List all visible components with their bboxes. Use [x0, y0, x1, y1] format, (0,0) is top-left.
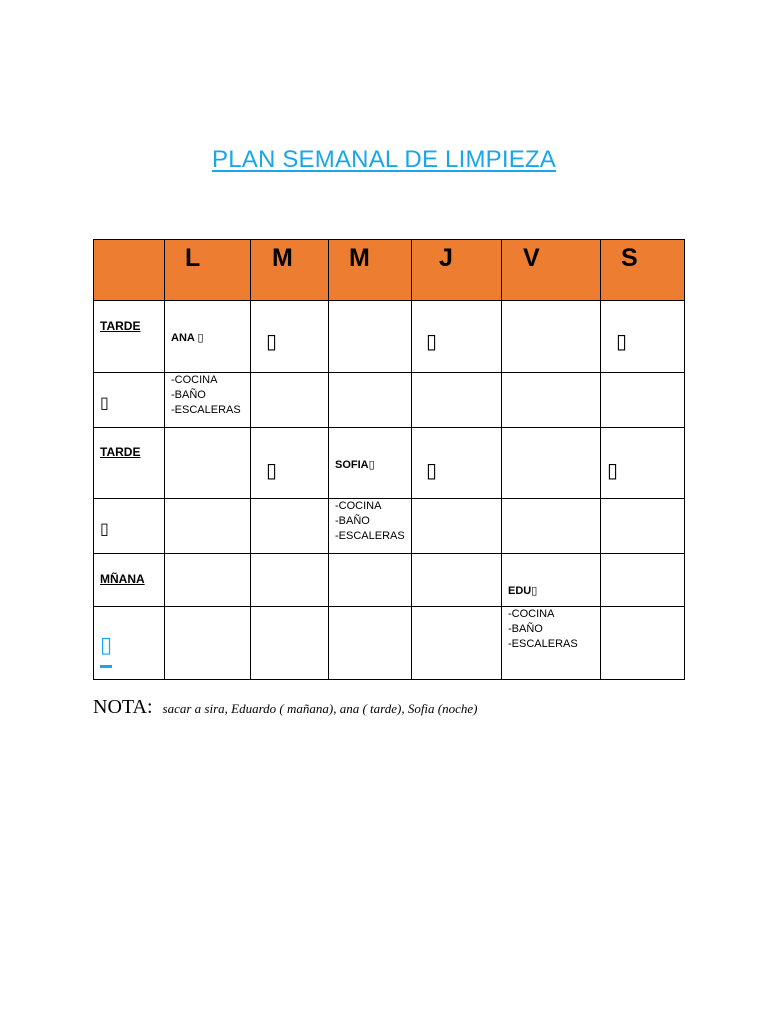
shift-label: TARDE: [100, 319, 141, 333]
table-cell: [412, 499, 502, 554]
note-label: NOTA:: [93, 696, 153, 718]
table-row: [94, 607, 685, 680]
table-cell: [165, 499, 251, 554]
tasks-cell: [165, 373, 251, 428]
symbol-icon: ▯: [100, 393, 109, 412]
table-cell: [502, 373, 601, 428]
person-name: SOFIA▯: [335, 459, 375, 471]
note: [93, 696, 478, 719]
day-header-saturday: S: [601, 240, 685, 301]
table-cell: [412, 373, 502, 428]
table-cell: [94, 607, 165, 680]
shift-label: TARDE: [100, 445, 141, 459]
table-row: [94, 301, 685, 373]
header-row: [94, 240, 685, 301]
table-cell: [329, 554, 412, 607]
task-item: -BAÑO: [171, 389, 206, 401]
symbol-icon: ▯: [266, 458, 278, 482]
table-cell: [165, 428, 251, 499]
table-cell: [329, 373, 412, 428]
table-cell: [329, 428, 412, 499]
table-cell: [94, 499, 165, 554]
table-cell: [251, 428, 329, 499]
table-cell: [165, 301, 251, 373]
task-item: -COCINA: [335, 500, 382, 512]
table-row: [94, 373, 685, 428]
shift-label-cell: [94, 428, 165, 499]
underline-decoration: [100, 665, 112, 668]
day-header-wednesday: M: [329, 240, 412, 301]
table-cell: [412, 301, 502, 373]
table-cell: [329, 301, 412, 373]
table-cell: [502, 554, 601, 607]
day-header-tuesday: M: [251, 240, 329, 301]
symbol-icon: ▯: [426, 329, 438, 353]
cleaning-schedule-table: [93, 239, 685, 680]
note-text: sacar a sira, Eduardo ( mañana), ana ( tarde), Sofia (noche): [162, 701, 478, 716]
task-item: -COCINA: [508, 608, 555, 620]
table-cell: [502, 301, 601, 373]
table-cell: [165, 607, 251, 680]
table-cell: [251, 607, 329, 680]
table-row: [94, 428, 685, 499]
task-item: -ESCALERAS: [171, 404, 241, 416]
table-cell: [251, 554, 329, 607]
tasks-cell: [329, 499, 412, 554]
table-cell: [165, 554, 251, 607]
day-header-friday: V: [502, 240, 601, 301]
table-cell: [601, 428, 685, 499]
table-cell: [412, 554, 502, 607]
table-row: [94, 499, 685, 554]
symbol-icon: ▯: [616, 329, 628, 353]
person-name: ANA ▯: [171, 332, 204, 344]
symbol-icon: ▯: [100, 519, 109, 538]
shift-label: MÑANA: [100, 572, 145, 586]
symbol-icon: ▯: [426, 458, 438, 482]
table-cell: [601, 301, 685, 373]
table-row: [94, 554, 685, 607]
shift-label-cell: [94, 301, 165, 373]
tasks-cell: [502, 607, 601, 680]
table-cell: [601, 499, 685, 554]
table-cell: [94, 373, 165, 428]
task-item: -ESCALERAS: [508, 638, 578, 650]
task-item: -COCINA: [171, 374, 218, 386]
day-header-monday: L: [165, 240, 251, 301]
day-header-thursday: J: [412, 240, 502, 301]
symbol-icon: ▯: [607, 458, 619, 482]
table-cell: [251, 499, 329, 554]
table-cell: [412, 607, 502, 680]
table-cell: [251, 373, 329, 428]
person-name: EDU▯: [508, 585, 538, 597]
table-cell: [502, 499, 601, 554]
task-item: -BAÑO: [508, 623, 543, 635]
table-cell: [601, 554, 685, 607]
table-cell: [329, 607, 412, 680]
task-item: -ESCALERAS: [335, 530, 405, 542]
task-item: -BAÑO: [335, 515, 370, 527]
table-cell: [601, 607, 685, 680]
table-cell: [412, 428, 502, 499]
shift-label-cell: [94, 554, 165, 607]
symbol-icon: ▯: [100, 633, 113, 658]
page-title: PLAN SEMANAL DE LIMPIEZA: [211, 146, 556, 173]
table-cell: [251, 301, 329, 373]
header-corner-cell: [94, 240, 165, 301]
table-cell: [502, 428, 601, 499]
symbol-icon: ▯: [266, 329, 278, 353]
table-cell: [601, 373, 685, 428]
